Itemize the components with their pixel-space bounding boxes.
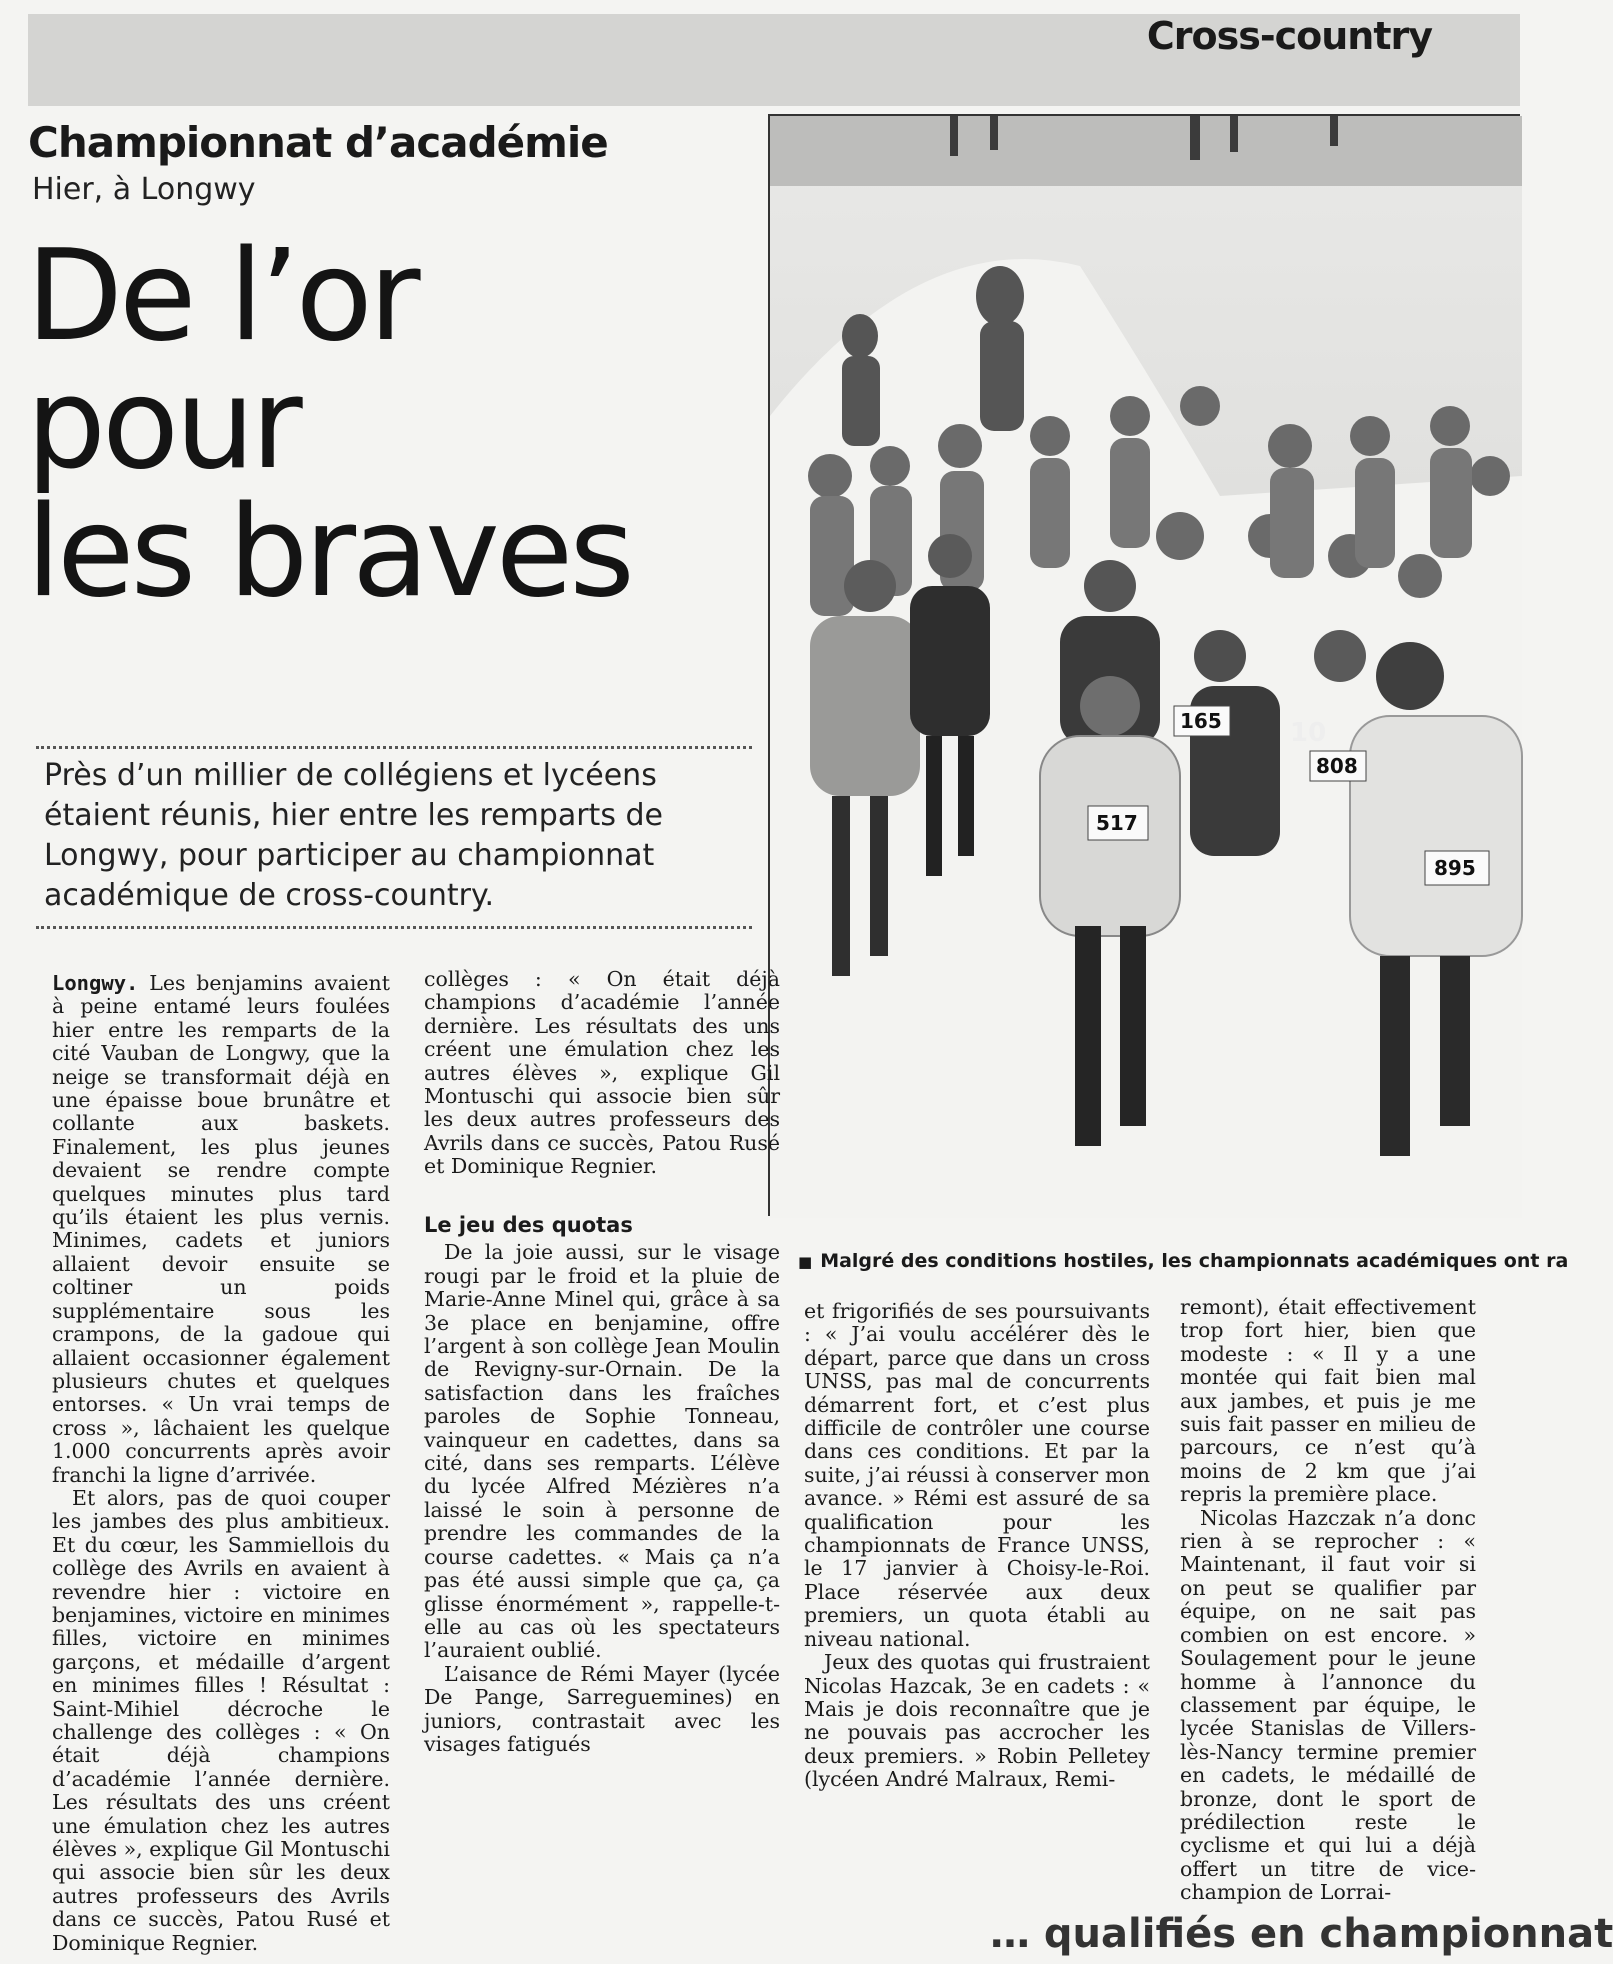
dateline: Longwy. bbox=[52, 971, 139, 995]
article-column-2 bbox=[424, 968, 780, 1756]
article-paragraph: De la joie aussi, sur le visage rougi par le froid et la pluie de Marie-Anne Minel qui, grâce à sa 3e place en benjamine, offre l’argent à son collège Jean Moulin de Revigny-sur-Ornain. De la satisfaction dans les fraîches paroles de Sophie Tonneau, vainqueur en cadettes, dans sa cité, dans ses remparts. L’élève du lycée Alfred Mézières n’a laissé le soin à personne de prendre les commandes de la course cadettes. « Mais ça n’a pas été aussi simple que ça, ça glisse énormément », rappelle-t-elle au cas où les spectateurs l’auraient oublié. bbox=[424, 1240, 780, 1663]
article-subhead: Le jeu des quotas bbox=[424, 1213, 633, 1237]
section-label: Cross-country bbox=[1146, 14, 1432, 58]
race-photo bbox=[768, 114, 1520, 1216]
headline-line: pour bbox=[26, 350, 299, 497]
photo-caption: ■ Malgré des conditions hostiles, les championnats académiques ont ra bbox=[798, 1250, 1520, 1272]
bib-number: 517 bbox=[1096, 811, 1138, 835]
article-paragraph: Nicolas Hazczak n’a donc rien à se reprocher : « Maintenant, il faut voir si on peut se qualifier par équipe, on ne sait pas combien on est encore. » Soulagement pour le jeune homme à l’annonce du classement par équipe, le lycée Stanislas de Villers-lès-Nancy termine premier en cadets, le médaillé de bronze, dont le sport de prédilection reste le cyclisme et qui lui a déjà offert un titre de vice-champion de Lorrai- bbox=[1180, 1505, 1476, 1905]
article-paragraph: L’aisance de Rémi Mayer (lycée De Pange, Sarreguemines) en juniors, contrastait avec les visages fatigués bbox=[424, 1661, 780, 1756]
article-paragraph: collèges : « On était déjà champions d’académie l’année dernière. Les résultats des uns créent une émulation chez les autres élèves », explique Gil Montuschi qui associe bien sûr les deux autres professeurs des Avrils dans ce succès, Patou Rusé et Dominique Regnier. bbox=[424, 967, 780, 1179]
lede: Près d’un millier de collégiens et lycéens étaient réunis, hier entre les remparts de Longwy, pour participer au championnat académique de cross-country. bbox=[44, 758, 663, 913]
article-column-3 bbox=[804, 1300, 1150, 1792]
headline-line: De l’or bbox=[26, 222, 417, 369]
bib-number: 808 bbox=[1316, 754, 1358, 778]
article-paragraph: et frigorifiés de ses poursuivants : « J’ai voulu accélérer dès le départ, parce que dans un cross UNSS, pas mal de concurrents démarrent fort, et c’est plus difficile de contrôler une course dans ces conditions. Et par la suite, j’ai réussi à conserver mon avance. » Rémi est assuré de sa qualification pour les championnats de France UNSS, le 17 janvier à Choisy-le-Roi. Place réservée aux deux premiers, un quota établi au niveau national. bbox=[804, 1299, 1150, 1651]
article-paragraph: Jeux des quotas qui frustraient Nicolas Hazcak, 3e en cadets : « Mais je dois reconnaître que je ne pouvais pas accrocher les deux premiers. » Robin Pelletey (lycéen André Malraux, Remi- bbox=[804, 1650, 1150, 1792]
article-paragraph: remont), était effectivement trop fort hier, bien que modeste : « Il y a une montée qui fait bien mal aux jambes, et puis je me suis fait passer en milieu de parcours, ce n’est qu’à moins de 2 km que j’ai repris la première place. bbox=[1180, 1295, 1476, 1507]
next-article-headline-fragment: … qualifiés en championnat bbox=[990, 1911, 1613, 1957]
bib-number: 165 bbox=[1180, 709, 1222, 733]
article-column-4 bbox=[1180, 1296, 1476, 1905]
article-paragraph: Et alors, pas de quoi couper les jambes des plus ambitieux. Et du cœur, les Sammiellois du collège des Avrils en avaient à revendre hier : victoire en benjamines, victoire en minimes filles, victoire en minimes garçons, et médaille d’argent en minimes filles ! Résultat : Saint-Mihiel décroche le challenge des collèges : « On était déjà champions d’académie l’année dernière. Les résultats des uns créent une émulation chez les autres élèves », explique Gil Montuschi qui associe bien sûr les deux autres professeurs des Avrils dans ce succès, Patou Rusé et Dominique Regnier. bbox=[52, 1485, 390, 1955]
kicker: Championnat d’académie bbox=[28, 118, 608, 167]
subkicker: Hier, à Longwy bbox=[32, 172, 256, 207]
dotted-rule bbox=[36, 926, 752, 929]
bib-number: 10 bbox=[1290, 718, 1327, 748]
bib-number: 895 bbox=[1434, 856, 1476, 880]
dotted-rule bbox=[36, 746, 752, 749]
headline-line: les braves bbox=[26, 478, 631, 625]
headline bbox=[26, 222, 746, 625]
article-column-1 bbox=[52, 971, 390, 1955]
article-paragraph: Longwy. Les benjamins avaient à peine entamé leurs foulées hier entre les remparts de la cité Vauban de Longwy, que la neige se transformait déjà en une épaisse boue brunâtre et collante aux baskets. Finalement, les plus jeunes devaient se rendre compte quelques minutes plus tard qu’ils étaient les plus vernis. Minimes, cadets et juniors allaient devoir ensuite se coltiner un poids supplémentaire sous les crampons, de la gadoue qui allaient occasionner également plusieurs chutes et quelques entorses. « Un vrai temps de cross », lâchaient les quelque 1.000 concurrents après avoir franchi la ligne d’arrivée. bbox=[52, 971, 390, 1487]
